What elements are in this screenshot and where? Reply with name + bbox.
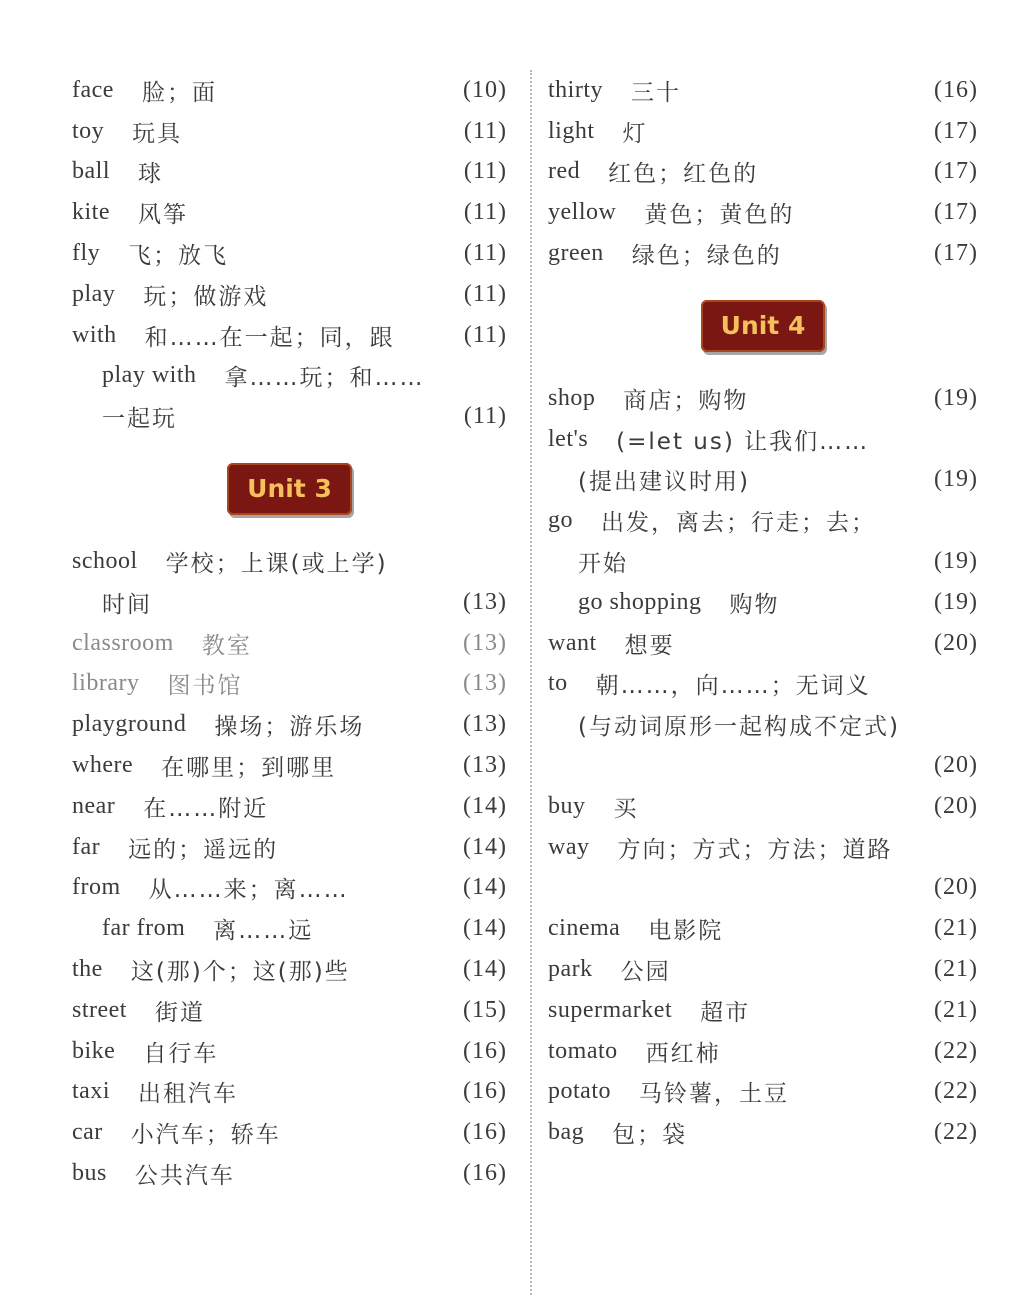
page-reference: (16) <box>463 1078 507 1105</box>
page-reference: (14) <box>463 874 507 901</box>
english-word: way <box>548 833 590 860</box>
page-reference: (20) <box>934 629 978 656</box>
right-column <box>548 70 978 1153</box>
chinese-meaning: 想要 <box>624 632 675 659</box>
vocab-entry <box>72 664 507 705</box>
page-reference: (13) <box>463 588 507 615</box>
chinese-meaning: 一起玩 <box>102 406 177 433</box>
vocab-entry <box>548 70 978 111</box>
chinese-meaning: 自行车 <box>143 1040 219 1067</box>
english-word: fly <box>72 240 101 267</box>
chinese-meaning: 出租汽车 <box>138 1081 238 1108</box>
vocab-entry <box>548 1112 978 1153</box>
english-word: play <box>72 280 116 307</box>
english-word: go shopping <box>578 588 702 615</box>
page-reference: (17) <box>934 240 978 267</box>
page-reference: (20) <box>934 752 978 779</box>
english-word: classroom <box>72 629 174 656</box>
vocab-entry <box>548 786 978 827</box>
chinese-meaning: 西红柿 <box>645 1040 721 1067</box>
english-word: library <box>72 670 140 697</box>
english-word: bag <box>548 1119 585 1146</box>
vocab-entry <box>72 827 507 868</box>
chinese-meaning: 远的；遥远的 <box>128 836 279 863</box>
page-reference: (16) <box>463 1037 507 1064</box>
english-word: yellow <box>548 199 617 226</box>
english-word: from <box>72 874 121 901</box>
chinese-meaning: 包；袋 <box>612 1122 688 1149</box>
chinese-meaning: 开始 <box>578 551 628 578</box>
english-word: kite <box>72 199 110 226</box>
chinese-meaning: 离……远 <box>213 918 314 945</box>
chinese-meaning: 朝……，向……；无词义 <box>595 673 871 700</box>
page-reference: (16) <box>463 1160 507 1187</box>
vocab-entry <box>548 541 978 582</box>
vocab-entry <box>548 460 978 501</box>
page-reference: (20) <box>934 792 978 819</box>
page-reference: (19) <box>934 588 978 615</box>
english-word: play with <box>102 362 197 389</box>
english-word: far from <box>102 915 186 942</box>
english-word: car <box>72 1119 103 1146</box>
english-word: supermarket <box>548 996 673 1023</box>
page-reference: (22) <box>934 1037 978 1064</box>
vocab-entry <box>72 582 507 623</box>
vocab-entry <box>72 868 507 909</box>
chinese-meaning: 三十 <box>631 79 681 106</box>
english-word: let's <box>548 425 589 452</box>
chinese-meaning: (=let us) 让我们…… <box>616 428 870 455</box>
page-reference: (11) <box>463 403 507 430</box>
vocab-entry <box>72 1112 507 1153</box>
english-word: street <box>72 996 127 1023</box>
chinese-meaning: 公共汽车 <box>134 1163 235 1190</box>
vocab-entry <box>548 949 978 990</box>
chinese-meaning: 操场；游乐场 <box>214 714 365 741</box>
page-reference: (14) <box>463 915 507 942</box>
chinese-meaning: 黄色；黄色的 <box>644 202 795 229</box>
vocab-entry <box>72 704 507 745</box>
english-word: playground <box>72 711 187 738</box>
vocab-entry <box>72 152 507 193</box>
vocab-entry <box>72 192 507 233</box>
page-reference: (21) <box>934 915 978 942</box>
page-reference: (13) <box>463 670 507 697</box>
chinese-meaning: 从……来；离…… <box>148 877 349 904</box>
vocab-entry <box>548 908 978 949</box>
chinese-meaning: 方向；方式；方法；道路 <box>617 836 893 863</box>
chinese-meaning: 马铃薯，土豆 <box>639 1081 789 1108</box>
chinese-meaning: 学校；上课(或上学) <box>165 551 388 578</box>
vocab-entry <box>548 1031 978 1072</box>
english-word: school <box>72 548 138 575</box>
page-reference: (11) <box>463 280 507 307</box>
chinese-meaning: 飞；放飞 <box>128 243 229 270</box>
left-word-list-1 <box>72 70 507 437</box>
english-word: far <box>72 833 101 860</box>
vocab-entry <box>548 233 978 274</box>
page-reference: (14) <box>463 956 507 983</box>
chinese-meaning: 买 <box>613 795 639 822</box>
page-reference: (19) <box>934 466 978 493</box>
vocab-entry <box>548 152 978 193</box>
vocab-entry <box>548 745 978 786</box>
page-reference: (19) <box>934 548 978 575</box>
page-reference: (11) <box>463 321 507 348</box>
page-reference: (22) <box>934 1119 978 1146</box>
chinese-meaning: 脸；面 <box>141 79 217 106</box>
unit-3-heading <box>72 437 507 541</box>
english-word: potato <box>548 1078 611 1105</box>
vocab-entry <box>72 541 507 582</box>
page-reference: (10) <box>463 76 507 103</box>
vocab-entry <box>548 664 978 705</box>
page-reference: (13) <box>463 711 507 738</box>
chinese-meaning: 玩具 <box>132 120 183 147</box>
vocab-entry <box>548 111 978 152</box>
english-word: tomato <box>548 1037 618 1064</box>
chinese-meaning: 在……附近 <box>143 795 269 822</box>
vocab-entry <box>548 990 978 1031</box>
chinese-meaning: 这(那)个；这(那)些 <box>130 959 350 986</box>
page-reference: (14) <box>463 792 507 819</box>
vocab-entry <box>72 786 507 827</box>
chinese-meaning: 教室 <box>201 632 252 659</box>
chinese-meaning: 时间 <box>102 591 152 618</box>
chinese-meaning: 购物 <box>729 591 780 618</box>
page-reference: (22) <box>934 1078 978 1105</box>
page-reference: (14) <box>463 833 507 860</box>
page-reference: (17) <box>934 117 978 144</box>
vocab-entry <box>72 356 507 397</box>
english-word: with <box>72 321 117 348</box>
page-reference: (20) <box>934 874 978 901</box>
vocab-entry <box>72 1153 507 1194</box>
column-divider <box>530 70 532 1295</box>
english-word: cinema <box>548 915 621 942</box>
chinese-meaning: 灯 <box>622 120 648 147</box>
chinese-meaning: (提出建议时用) <box>578 469 750 496</box>
page-reference: (16) <box>463 1119 507 1146</box>
english-word: taxi <box>72 1078 110 1105</box>
english-word: the <box>72 956 103 983</box>
english-word: bus <box>72 1160 107 1187</box>
vocab-entry <box>548 419 978 460</box>
vocab-entry <box>72 396 507 437</box>
chinese-meaning: 绿色；绿色的 <box>631 243 782 270</box>
english-word: park <box>548 956 593 983</box>
vocab-entry <box>72 1031 507 1072</box>
vocab-entry <box>548 704 978 745</box>
vocab-entry <box>72 315 507 356</box>
page-reference: (21) <box>934 956 978 983</box>
page-reference: (17) <box>934 158 978 185</box>
chinese-meaning: 小汽车；轿车 <box>130 1122 281 1149</box>
english-word: to <box>548 670 568 697</box>
vocab-entry <box>548 1072 978 1113</box>
vocab-entry <box>548 192 978 233</box>
vocab-entry <box>548 868 978 909</box>
chinese-meaning: 公园 <box>620 959 671 986</box>
english-word: green <box>548 240 604 267</box>
chinese-meaning: 拿……玩；和…… <box>224 365 425 392</box>
vocab-entry <box>72 233 507 274</box>
english-word: light <box>548 117 595 144</box>
vocab-entry <box>548 582 978 623</box>
chinese-meaning: 街道 <box>154 999 205 1026</box>
page-reference: (16) <box>934 76 978 103</box>
vocab-entry <box>72 949 507 990</box>
right-word-list-1 <box>548 70 978 274</box>
english-word: bike <box>72 1037 116 1064</box>
right-word-list-2 <box>548 378 978 1153</box>
chinese-meaning: 出发，离去；行走；去； <box>601 510 876 537</box>
chinese-meaning: 超市 <box>700 999 751 1026</box>
vocab-entry <box>72 70 507 111</box>
vocab-entry <box>548 378 978 419</box>
vocab-entry <box>72 274 507 315</box>
english-word: face <box>72 76 114 103</box>
vocab-entry <box>548 500 978 541</box>
english-word: ball <box>72 158 110 185</box>
chinese-meaning: 红色；红色的 <box>608 161 759 188</box>
unit-badge: Unit 4 <box>701 300 826 352</box>
chinese-meaning: 风筝 <box>138 202 188 229</box>
english-word: where <box>72 752 134 779</box>
page-reference: (17) <box>934 199 978 226</box>
page-reference: (11) <box>463 240 507 267</box>
english-word: shop <box>548 384 596 411</box>
vocab-entry <box>548 827 978 868</box>
chinese-meaning: 商店；购物 <box>623 387 749 414</box>
page-reference: (11) <box>463 158 507 185</box>
page-reference: (19) <box>934 384 978 411</box>
chinese-meaning: 和……在一起；同，跟 <box>144 324 395 351</box>
vocab-entry <box>72 623 507 664</box>
chinese-meaning: 图书馆 <box>167 673 243 700</box>
chinese-meaning: (与动词原形一起构成不定式) <box>578 714 900 741</box>
page-reference: (21) <box>934 996 978 1023</box>
english-word: red <box>548 158 581 185</box>
vocab-entry <box>72 1072 507 1113</box>
chinese-meaning: 在哪里；到哪里 <box>161 755 337 782</box>
page-reference: (13) <box>463 752 507 779</box>
page-reference: (11) <box>463 117 507 144</box>
vocab-entry <box>72 990 507 1031</box>
english-word: near <box>72 792 116 819</box>
vocab-entry <box>72 745 507 786</box>
page-reference: (13) <box>463 629 507 656</box>
english-word: want <box>548 629 597 656</box>
vocab-entry <box>548 623 978 664</box>
vocab-entry <box>72 908 507 949</box>
unit-badge: Unit 3 <box>227 463 352 515</box>
page-reference: (15) <box>463 996 507 1023</box>
left-word-list-2 <box>72 541 507 1194</box>
vocab-entry <box>72 111 507 152</box>
unit-4-heading <box>548 274 978 378</box>
english-word: go <box>548 507 573 534</box>
left-column <box>72 70 507 1194</box>
chinese-meaning: 球 <box>138 161 163 188</box>
english-word: toy <box>72 117 105 144</box>
page-reference: (11) <box>463 199 507 226</box>
english-word: thirty <box>548 76 603 103</box>
chinese-meaning: 玩；做游戏 <box>143 283 269 310</box>
english-word: buy <box>548 792 586 819</box>
chinese-meaning: 电影院 <box>648 918 724 945</box>
